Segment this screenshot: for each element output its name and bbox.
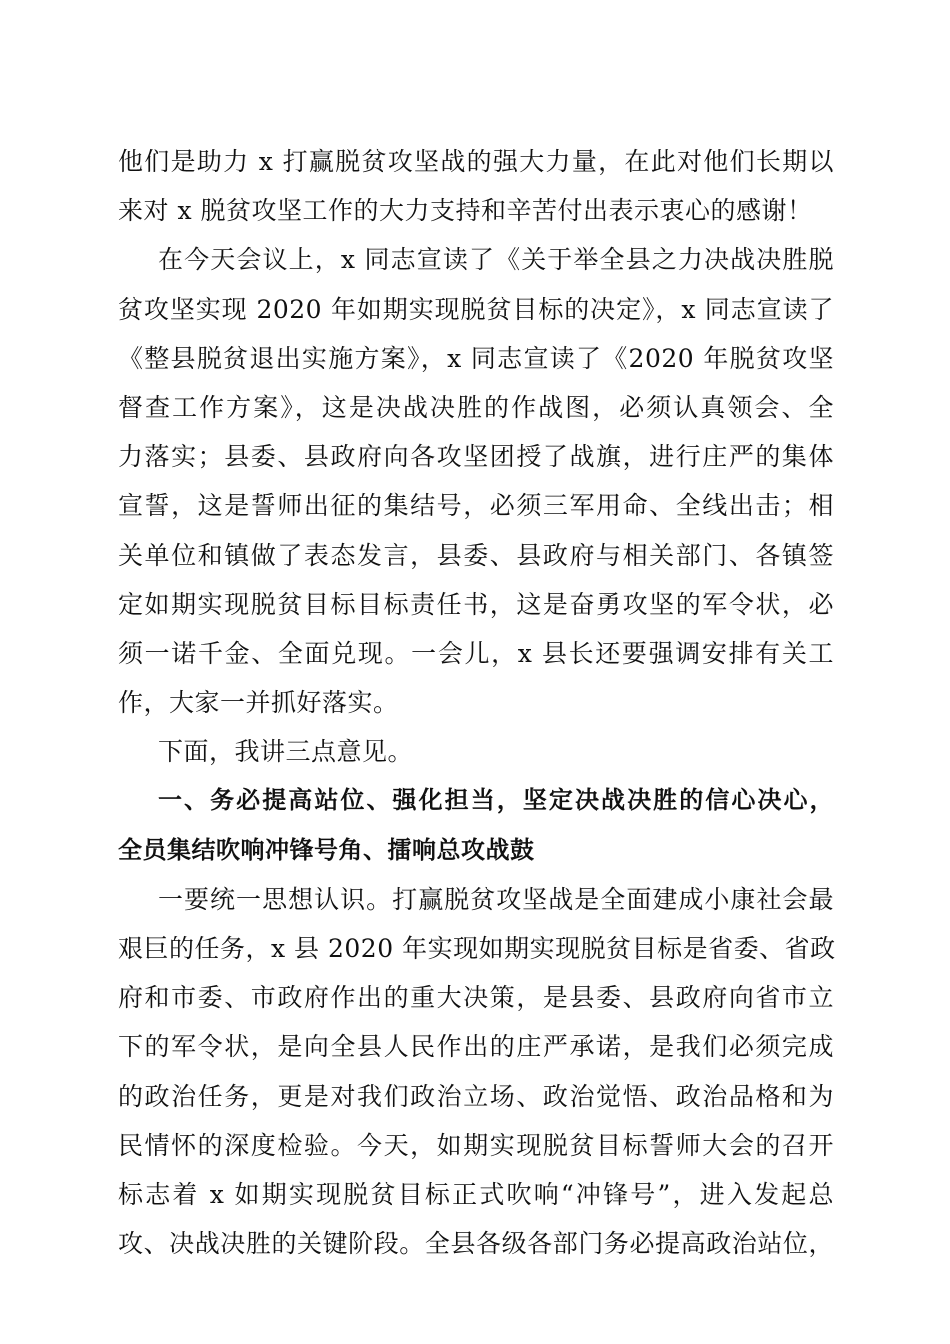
paragraph-line: 关单位和镇做了表态发言，县委、县政府与相关部门、各镇签 [118, 540, 834, 570]
section-heading-line: 一、务必提高站位、强化担当，坚定决战决胜的信心决心， [158, 786, 834, 815]
paragraph-line: 下面，我讲三点意见。 [158, 737, 414, 767]
paragraph-line: 贫攻坚实现 2020 年如期实现脱贫目标的决定》，x 同志宣读了 [118, 294, 834, 324]
paragraph-line: 攻、决战决胜的关键阶段。全县各级各部门务必提高政治站位， [118, 1229, 834, 1259]
paragraph-line: 标志着 x 如期实现脱贫目标正式吹响“冲锋号”，进入发起总 [118, 1179, 834, 1209]
paragraph-line: 他们是助力 x 打赢脱贫攻坚战的强大力量，在此对他们长期以 [118, 147, 834, 176]
paragraph-line: 作，大家一并抓好落实。 [118, 688, 399, 718]
paragraph-line: 督查工作方案》，这是决战决胜的作战图，必须认真领会、全 [118, 392, 834, 422]
paragraph-line: 在今天会议上，x 同志宣读了《关于举全县之力决战决胜脱 [158, 245, 834, 275]
paragraph-line: 来对 x 脱贫攻坚工作的大力支持和辛苦付出表示衷心的感谢！ [118, 196, 813, 226]
paragraph-line: 一要统一思想认识。打赢脱贫攻坚战是全面建成小康社会最 [158, 884, 834, 914]
paragraph-line: 的政治任务，更是对我们政治立场、政治觉悟、政治品格和为 [118, 1081, 834, 1111]
paragraph-line: 艰巨的任务，x 县 2020 年实现如期实现脱贫目标是省委、省政 [118, 934, 836, 963]
document-body [118, 137, 834, 1268]
paragraph-line: 定如期实现脱贫目标目标责任书，这是奋勇攻坚的军令状，必 [118, 589, 834, 619]
paragraph-line: 宣誓，这是誓师出征的集结号，必须三军用命、全线出击；相 [118, 491, 834, 521]
paragraph-line: 民情怀的深度检验。今天，如期实现脱贫目标誓师大会的召开 [118, 1130, 834, 1160]
paragraph-line: 力落实；县委、县政府向各攻坚团授了战旗，进行庄严的集体 [118, 442, 834, 472]
section-heading-line: 全员集结吹响冲锋号角、擂响总攻战鼓 [118, 835, 535, 864]
paragraph-line: 府和市委、市政府作出的重大决策，是县委、县政府向省市立 [118, 983, 834, 1013]
paragraph-line: 《整县脱贫退出实施方案》，x 同志宣读了《2020 年脱贫攻坚 [118, 343, 834, 373]
paragraph-line: 须一诺千金、全面兑现。一会儿，x 县长还要强调安排有关工 [118, 638, 834, 668]
paragraph-line: 下的军令状，是向全县人民作出的庄严承诺，是我们必须完成 [118, 1032, 834, 1062]
